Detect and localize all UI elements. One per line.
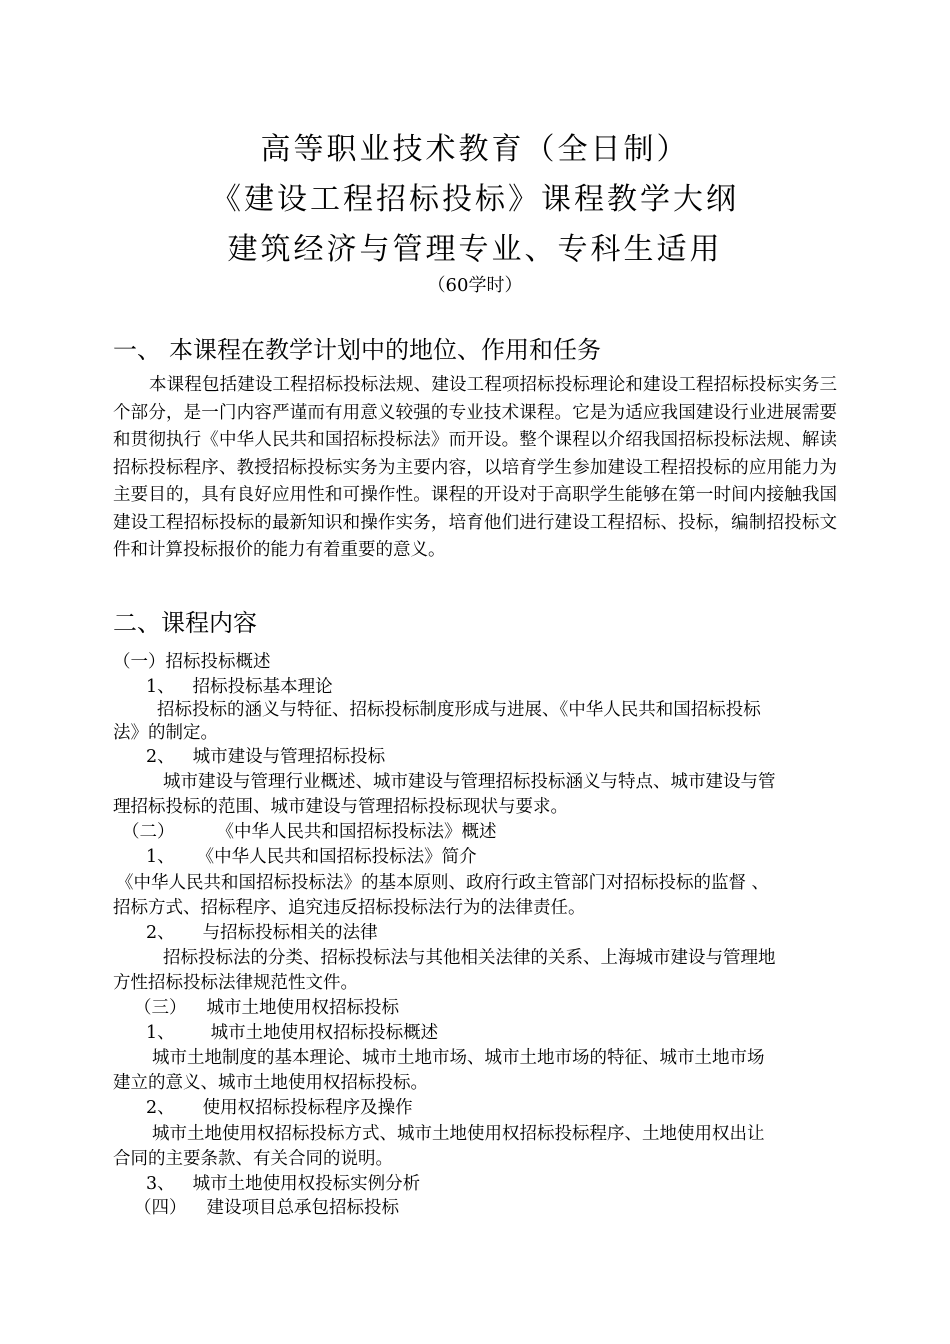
part-3-item-1-text-line-2: 建立的意义、城市土地使用权招标投标。 [113, 1073, 428, 1093]
item-number: 1、 [146, 677, 175, 697]
part-number: （三） [134, 998, 187, 1018]
item-title: 与招标投标相关的法律 [202, 923, 378, 943]
part-1-item-2-text-line-1: 城市建设与管理行业概述、城市建设与管理招标投标涵义与特点、城市建设与管 [163, 772, 776, 792]
part-number: （四） [134, 1198, 187, 1218]
section-1-heading [113, 334, 601, 366]
item-title: 城市土地使用权投标实例分析 [192, 1174, 421, 1194]
part-1-item-1-text-line-1: 招标投标的涵义与特征、招标投标制度形成与进展、《中华人民共和国招标投标 [157, 700, 761, 720]
part-3-heading [134, 996, 399, 1020]
item-number: 1、 [146, 847, 175, 867]
item-title: 使用权招标投标程序及操作 [202, 1098, 413, 1118]
item-number: 2、 [146, 747, 175, 767]
part-2-heading [122, 820, 497, 844]
section-1-title: 本课程在教学计划中的地位、作用和任务 [169, 336, 601, 364]
section-2-heading: 二、课程内容 [113, 609, 257, 637]
part-3-item-2-heading [146, 1096, 413, 1120]
part-title: 建设项目总承包招标投标 [206, 1198, 399, 1218]
item-number: 3、 [146, 1174, 175, 1194]
item-number: 1、 [146, 1023, 175, 1043]
part-4-heading [134, 1196, 399, 1220]
item-number: 2、 [146, 923, 175, 943]
part-3-item-2-text-line-2: 合同的主要条款、有关合同的说明。 [113, 1149, 393, 1169]
part-title: 城市土地使用权招标投标 [206, 998, 399, 1018]
section-1-number: 一、 [113, 336, 161, 364]
part-3-item-1-heading [146, 1021, 438, 1045]
header-hours: （60学时） [427, 275, 523, 296]
part-3-item-3-heading [146, 1172, 420, 1196]
part-2-item-2-heading [146, 921, 378, 945]
part-2-item-1-text-line-2: 招标方式、招标程序、追究违反招标投标法行为的法律责任。 [113, 898, 586, 918]
part-1-item-1-heading [146, 675, 333, 699]
part-2-item-2-text-line-2: 方性招标投标法律规范性文件。 [113, 973, 358, 993]
item-title: 城市建设与管理招标投标 [192, 747, 386, 767]
item-title: 城市土地使用权招标投标概述 [210, 1023, 439, 1043]
part-number: （二） [122, 822, 175, 842]
part-1-item-1-text-line-2: 法》的制定。 [113, 723, 218, 743]
header-applicability: 建筑经济与管理专业、专科生适用 [227, 232, 723, 267]
part-1-item-2-heading [146, 745, 385, 769]
item-title: 招标投标基本理论 [192, 677, 333, 697]
section-1-body: 本课程包括建设工程招标投标法规、建设工程项招标投标理论和建设工程招标投标实务三个部分，是一门内容严谨而有用意义较强的专业技术课程。它是为适应我国建设行业进展需要和贯彻执行《中华人民共和国招标投标法》而开设。整个课程以介绍我国招标投标法规、解读招标投标程序、教授招标投标实务为主要内容，以培育学生参加建设工程招投标的应用能力为主要目的，具有良好应用性和可操作性。课程的开设对于高职学生能够在第一时间内接触我国建设工程招标投标的最新知识和操作实务，培育他们进行建设工程招标、投标，编制招投标文件和计算投标报价的能力有着重要的意义。 [113, 375, 837, 560]
header-course-title: 《建设工程招标投标》课程教学大纲 [211, 182, 739, 217]
item-title: 《中华人民共和国招标投标法》简介 [196, 847, 477, 867]
header-line-1: 高等职业技术教育（全日制） [260, 132, 690, 167]
part-2-item-2-text-line-1: 招标投标法的分类、招标投标法与其他相关法律的关系、上海城市建设与管理地 [163, 948, 776, 968]
part-title: 《中华人民共和国招标投标法》概述 [216, 822, 497, 842]
part-3-item-1-text-line-1: 城市土地制度的基本理论、城市土地市场、城市土地市场的特征、城市土地市场 [152, 1048, 765, 1068]
part-1-item-2-text-line-2: 理招标投标的范围、城市建设与管理招标投标现状与要求。 [113, 797, 568, 817]
part-1-heading: （一）招标投标概述 [113, 652, 271, 672]
part-2-item-1-heading [146, 845, 477, 869]
item-number: 2、 [146, 1098, 175, 1118]
part-2-item-1-text-line-1: 《中华人民共和国招标投标法》的基本原则、政府行政主管部门对招标投标的监督 、 [116, 873, 770, 893]
part-3-item-2-text-line-1: 城市土地使用权招标投标方式、城市土地使用权招标投标程序、土地使用权出让 [152, 1124, 765, 1144]
